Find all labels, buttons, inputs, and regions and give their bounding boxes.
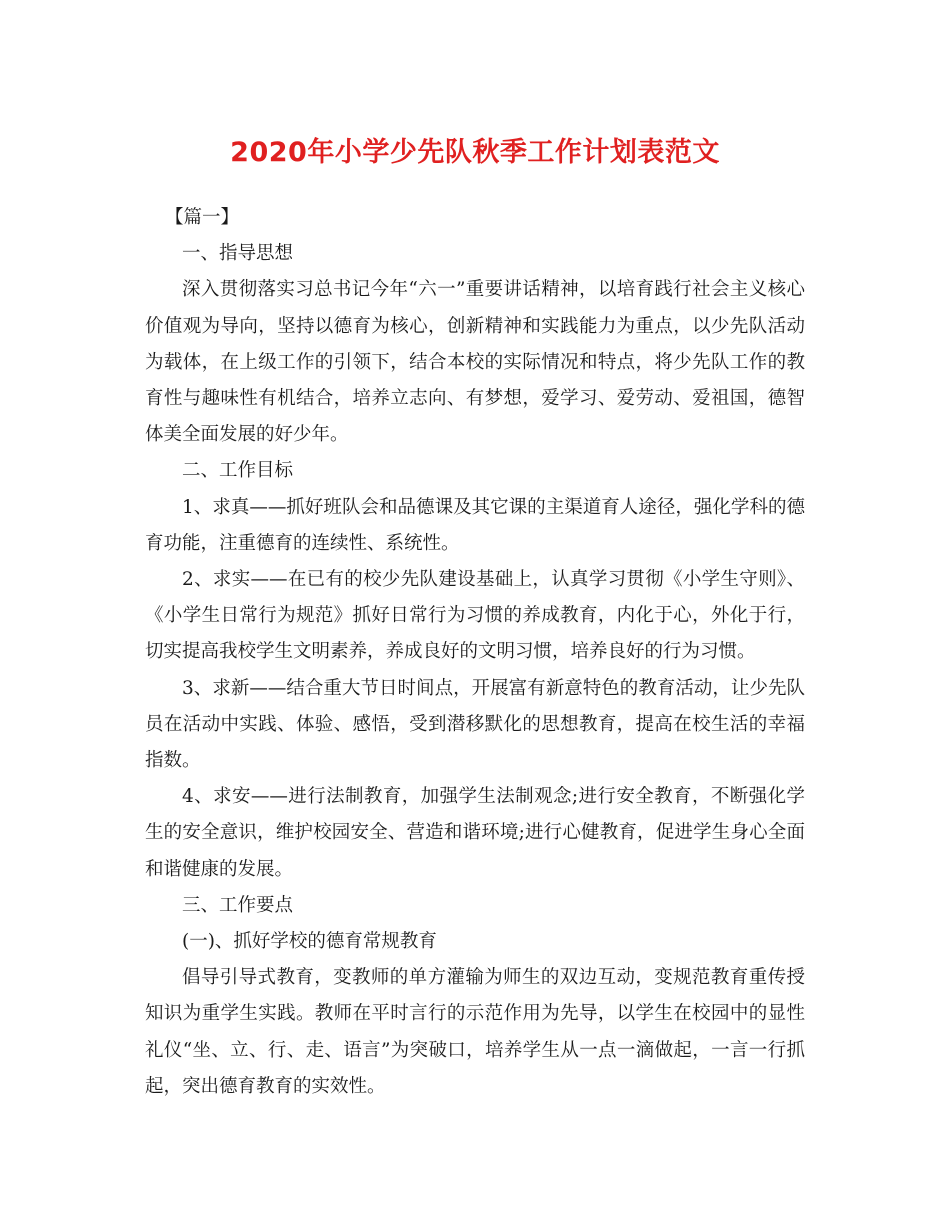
subsection-heading: (一)、抓好学校的德育常规教育: [182, 931, 437, 953]
list-item: 2、求实——在已有的校少先队建设基础上，认真学习贯彻《小学生守则》、《小学生日常行为规范》抓好日常行为习惯的养成教育，内化于心，外化于行，切实提高我校学生文明素养，养成良好的文明习惯，培养良好的行为习惯。: [145, 569, 805, 663]
body-paragraph: 倡导引导式教育，变教师的单方灌输为师生的双边互动，变规范教育重传授知识为重学生实践。教师在平时言行的示范作用为先导，以学生在校园中的显性礼仪“坐、立、行、走、语言”为突破口，培养学生从一点一滴做起，一言一行抓起，突出德育教育的实效性。: [145, 967, 805, 1097]
list-item: 3、求新——结合重大节日时间点，开展富有新意特色的教育活动，让少先队员在活动中实践、体验、感悟，受到潜移默化的思想教育，提高在校生活的幸福指数。: [145, 677, 805, 772]
list-item: 1、求真——抓好班队会和品德课及其它课的主渠道育人途径，强化学科的德育功能，注重德育的连续性、系统性。: [145, 496, 805, 554]
section-heading: 三、工作要点: [182, 894, 294, 916]
document-title: 2020年小学少先队秋季工作计划表范文: [230, 137, 720, 168]
section-label: 【篇一】: [165, 207, 240, 228]
section-heading: 一、指导思想: [182, 243, 294, 265]
body-paragraph: 深入贯彻落实习总书记今年“六一”重要讲话精神，以培育践行社会主义核心价值观为导向，坚持以德育为核心，创新精神和实践能力为重点，以少先队活动为载体，在上级工作的引领下，结合本校的实际情况和特点，将少先队工作的教育性与趣味性有机结合，培养立志向、有梦想，爱学习、爱劳动、爱祖国，德智体美全面发展的好少年。: [145, 279, 805, 446]
list-item: 4、求安——进行法制教育，加强学生法制观念;进行安全教育，不断强化学生的安全意识，维护校园安全、营造和谐环境;进行心健教育，促进学生身心全面和谐健康的发展。: [145, 786, 805, 880]
document-body: [145, 200, 805, 1105]
section-heading: 二、工作目标: [182, 460, 294, 482]
